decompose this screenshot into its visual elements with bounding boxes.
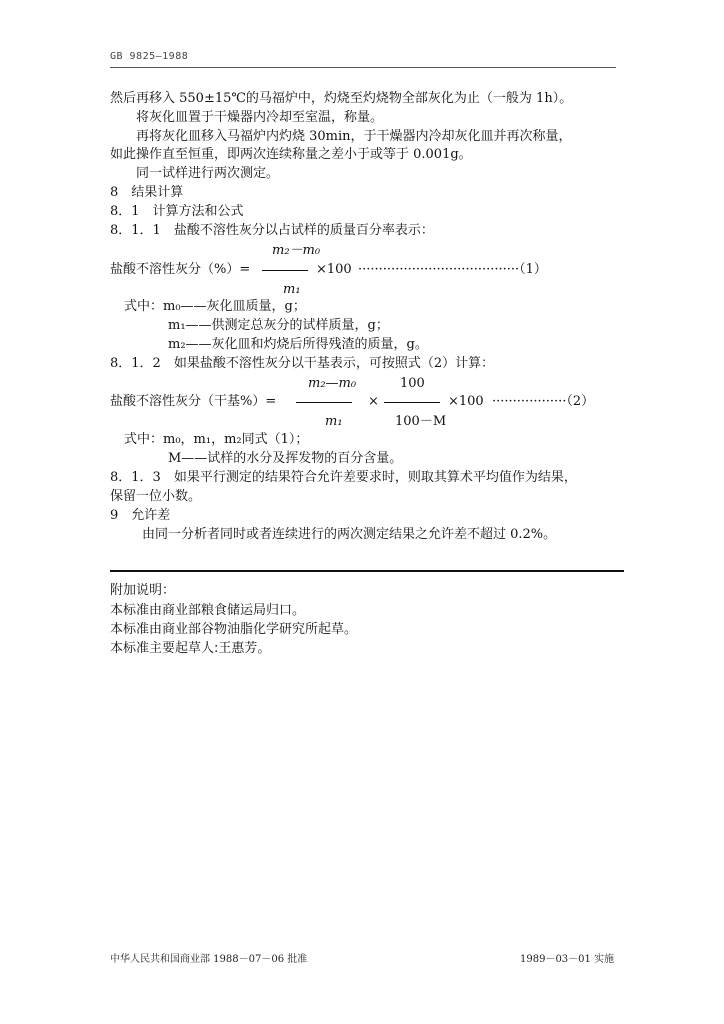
section-heading-8: 8 结果计算 [110,185,184,200]
variable-definition: 式中：m₀，m₁，m₂同式（1）； [124,432,309,447]
paragraph-line: 再将灰化皿移入马福炉内灼烧 30min，于干燥器内冷却灰化皿并再次称量， [136,129,572,144]
section-heading-8-1-1: 8．1．1 盐酸不溶性灰分以占试样的质量百分率表示： [110,223,434,238]
paragraph-line: 由同一分析者同时或者连续进行的两次测定结果之允许差不超过 0.2%。 [142,527,557,542]
formula2-denominator-2: 100－M [395,414,447,429]
variable-definition: m₁——供测定总灰分的试样质量，g； [168,318,389,333]
paragraph-line: 将灰化皿置于干燥器内冷却至室温，称量。 [136,110,384,125]
formula2-leader-dots: ··················（2） [492,394,595,409]
formula2-fraction-bar-1 [296,402,352,403]
formula2-times: × [368,394,379,409]
effective-date: 1989－03－01 实施 [520,954,615,965]
formula2-denominator-1: m₁ [325,414,343,429]
formula1-multiplier: ×100 [316,262,352,277]
paragraph-line: 如此操作直至恒重，即两次连续称量之差小于或等于 0.001g。 [110,147,472,162]
note-item: 本标准由商业部粮食储运局归口。 [110,603,306,618]
formula1-numerator: m₂－m₀ [272,243,321,258]
paragraph-line: 同一试样进行两次测定。 [136,166,280,181]
approval-date: 中华人民共和国商业部 1988－07－06 批准 [110,954,308,965]
formula2-fraction-bar-2 [384,402,440,403]
header-rule [110,67,616,68]
variable-definition: 式中：m₀——灰化皿质量，g； [124,299,306,314]
section-heading-8-1-3: 8．1．3 如果平行测定的结果符合允许差要求时，则取其算术平均值作为结果， [110,470,577,485]
formula2-label: 盐酸不溶性灰分（干基%）= [110,394,277,409]
formula2-numerator-2: 100 [400,376,425,391]
note-item: 本标准由商业部谷物油脂化学研究所起草。 [110,622,358,637]
variable-definition: M——试样的水分及挥发物的百分含量。 [168,451,403,466]
formula2-multiplier: ×100 [448,394,484,409]
formula1-label: 盐酸不溶性灰分（%）= [110,262,251,277]
variable-definition: m₂——灰化皿和灼烧后所得残渣的质量，g。 [168,337,428,352]
section-heading-8-1: 8．1 计算方法和公式 [110,204,244,219]
section-heading-8-1-2: 8．1．2 如果盐酸不溶性灰分以干基表示，可按照式（2）计算： [110,356,495,371]
formula1-denominator: m₁ [283,282,301,297]
formula1-leader-dots: ·······································（1） [358,262,547,277]
formula2-numerator-1: m₂—m₀ [308,376,357,391]
paragraph-line: 然后再移入 550±15℃的马福炉中，灼烧至灼烧物全部灰化为止（一般为 1h）。 [110,91,573,106]
notes-title: 附加说明： [110,583,176,598]
formula1-fraction-bar [262,270,308,271]
paragraph-line: 保留一位小数。 [110,489,202,504]
note-item: 本标准主要起草人:王惠芳。 [110,641,271,656]
standard-code: GB 9825—1988 [110,51,189,62]
notes-divider [110,570,624,572]
section-heading-9: 9 允许差 [110,508,171,523]
